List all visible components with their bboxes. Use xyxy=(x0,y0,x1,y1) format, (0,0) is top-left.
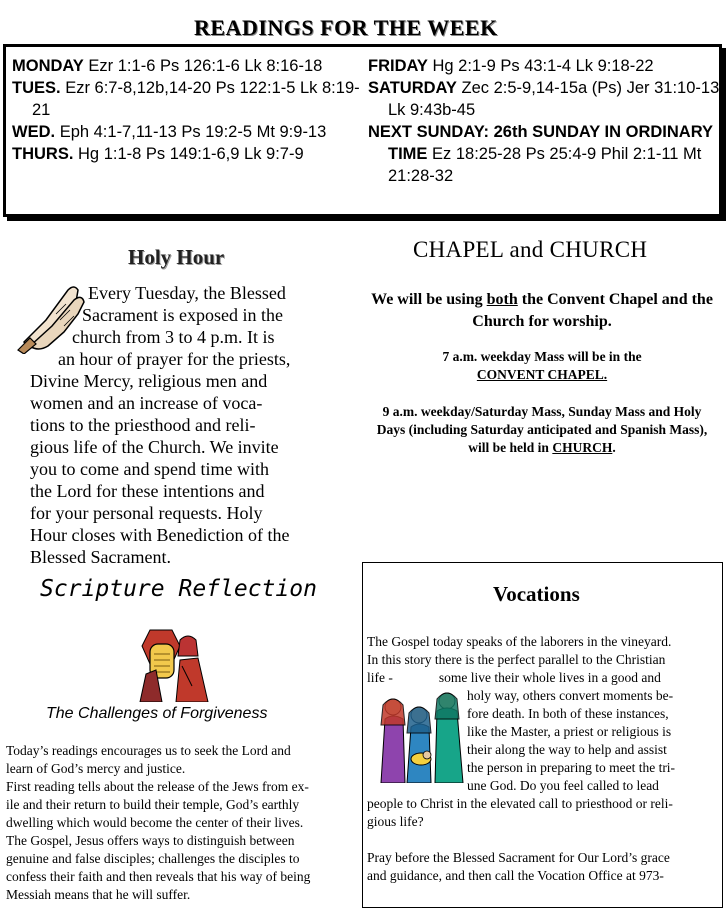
holy-hour-text xyxy=(18,282,363,568)
vocations-title: Vocations xyxy=(493,582,580,606)
vocations-line xyxy=(367,669,719,687)
chapel-p1-underlined: CONVENT CHAPEL. xyxy=(476,367,608,382)
holy-hour-line: church from 3 to 4 p.m. It is xyxy=(72,327,275,347)
scripture-line: genuine and false disciples; challenges the disciples to xyxy=(6,851,300,866)
scripture-reflection-title: Scripture Reflection xyxy=(40,576,317,602)
chapel-p2-post: . xyxy=(612,440,616,455)
holy-hour-line: Every Tuesday, the Blessed xyxy=(88,283,286,303)
holy-hour-line: for your personal requests. Holy xyxy=(30,503,263,523)
reading-refs: Hg 1:1-8 Ps 149:1-6,9 Lk 9:7-9 xyxy=(78,145,304,163)
holy-hour-line: an hour of prayer for the priests, xyxy=(58,349,291,369)
reading-next-sunday xyxy=(368,121,720,187)
reading-thursday xyxy=(12,143,364,165)
reading-tuesday xyxy=(12,77,364,121)
scripture-line: dwelling which would become the center of their lives. xyxy=(6,815,304,830)
vocations-life-pre: life - xyxy=(367,670,393,685)
vocations-line: The Gospel today speaks of the laborers in the vineyard. xyxy=(367,634,672,649)
vocations-line: fore death. In both of these instances, xyxy=(467,706,669,721)
readings-box xyxy=(3,44,722,217)
chapel-lead-pre: We will be using xyxy=(371,291,483,308)
chapel-p1-pre: 7 a.m. weekday Mass will be in the xyxy=(442,349,642,364)
reading-day: NEXT SUNDAY: 26th SUNDAY IN ORDINARY TIME xyxy=(368,123,713,163)
reading-day: WED. xyxy=(12,123,56,141)
vocations-line: people to Christ in the elevated call to priesthood or reli- xyxy=(367,796,673,811)
vocations-line: their along the way to help and assist xyxy=(467,742,667,757)
vocations-line: the person in preparing to meet the tri- xyxy=(467,760,676,775)
holy-hour-line: tions to the priesthood and reli- xyxy=(30,415,256,435)
chapel-lead-post: the Convent Chapel and the Church for worship. xyxy=(472,291,713,330)
reading-wednesday xyxy=(12,121,364,143)
vocations-line: and guidance, and then call the Vocation Office at 973- xyxy=(367,868,664,883)
reading-refs: Eph 4:1-7,11-13 Ps 19:2-5 Mt 9:9-13 xyxy=(59,123,327,141)
scripture-line: ile and their return to build their temple, God’s earthly xyxy=(6,797,300,812)
reading-friday xyxy=(368,55,720,77)
reading-refs: Ezr 1:1-6 Ps 126:1-6 Lk 8:16-18 xyxy=(88,57,323,75)
vocations-line: like the Master, a priest or religious is xyxy=(467,724,672,739)
chapel-weekday-mass xyxy=(370,348,714,384)
chapel-lead-underlined: both xyxy=(486,291,518,308)
holy-hour-title: Holy Hour xyxy=(128,245,225,269)
chapel-p2-underlined: CHURCH xyxy=(552,440,613,455)
reading-monday xyxy=(12,55,364,77)
chapel-church-title: CHAPEL and CHURCH xyxy=(413,237,648,262)
readings-title: READINGS FOR THE WEEK xyxy=(194,15,498,40)
chapel-church-mass xyxy=(370,403,714,457)
vocations-text xyxy=(367,633,719,885)
holy-hour-line: Hour closes with Benediction of the xyxy=(30,525,290,545)
vocations-box xyxy=(362,562,723,908)
holy-hour-line: you to come and spend time with xyxy=(30,459,269,479)
vocations-line: In this story there is the perfect parallel to the Christian xyxy=(367,652,666,667)
reading-refs: Hg 2:1-9 Ps 43:1-4 Lk 9:18-22 xyxy=(432,57,654,75)
scripture-line: Messiah means that he will suffer. xyxy=(6,887,191,902)
reading-day: FRIDAY xyxy=(368,57,428,75)
scripture-text xyxy=(6,742,358,904)
holy-hour-line: Divine Mercy, religious men and xyxy=(30,371,268,391)
holy-hour-line: Blessed Sacrament. xyxy=(30,547,171,567)
scripture-line: confess their faith and then reveals that his way of being xyxy=(6,869,311,884)
reading-day: MONDAY xyxy=(12,57,84,75)
reading-saturday xyxy=(368,77,720,121)
vocations-line: une God. Do you feel called to lead xyxy=(467,778,659,793)
holy-hour-line: women and an increase of voca- xyxy=(30,393,263,413)
reading-refs: Ez 18:25-28 Ps 25:4-9 Phil 2:1-11 Mt 21:28-32 xyxy=(388,145,702,185)
vocations-life-post: some live their whole lives in a good and xyxy=(438,670,661,685)
chapel-lead-text xyxy=(370,289,714,333)
readings-right-column xyxy=(368,55,720,187)
reading-refs: Ezr 6:7-8,12b,14-20 Ps 122:1-5 Lk 8:19-21 xyxy=(32,79,360,119)
reading-refs: Zec 2:5-9,14-15a (Ps) Jer 31:10-13 Lk 9:43b-45 xyxy=(388,79,720,119)
scripture-line: Today’s readings encourages us to seek the Lord and xyxy=(6,743,291,758)
reading-day: SATURDAY xyxy=(368,79,457,97)
holy-hour-line: Sacrament is exposed in the xyxy=(82,305,283,325)
moses-tablets-icon xyxy=(136,626,210,702)
scripture-line: The Gospel, Jesus offers ways to distinguish between xyxy=(6,833,295,848)
scripture-line: learn of God’s mercy and justice. xyxy=(6,761,186,776)
vocations-line: holy way, others convert moments be- xyxy=(467,688,674,703)
reading-day: TUES. xyxy=(12,79,61,97)
holy-hour-line: the Lord for these intentions and xyxy=(30,481,265,501)
holy-hour-line: gious life of the Church. We invite xyxy=(30,437,279,457)
scripture-subtitle: The Challenges of Forgiveness xyxy=(46,705,268,722)
readings-left-column xyxy=(12,55,364,165)
chapel-p2-pre: 9 a.m. weekday/Saturday Mass, Sunday Mass and Holy Days (including Saturday anticipated and Spanish Mass), will be held in xyxy=(376,404,708,455)
vocations-line: Pray before the Blessed Sacrament for Our Lord’s grace xyxy=(367,850,670,865)
reading-day: THURS. xyxy=(12,145,74,163)
scripture-line: First reading tells about the release of the Jews from ex- xyxy=(6,779,309,794)
vocations-line: gious life? xyxy=(367,814,424,829)
